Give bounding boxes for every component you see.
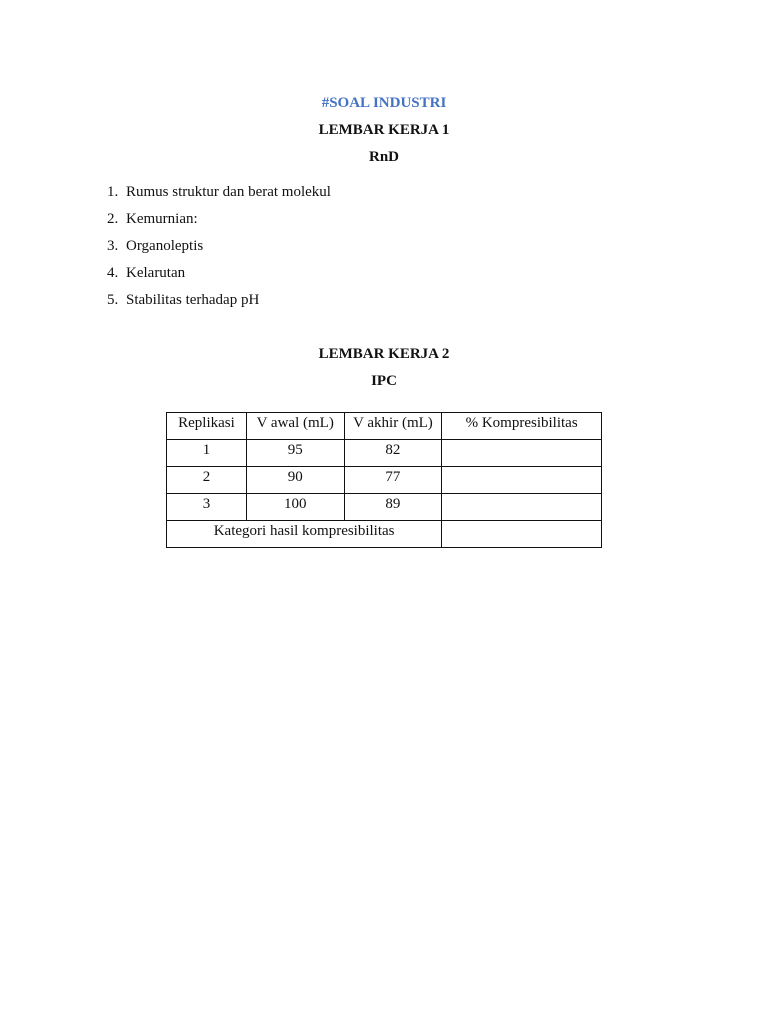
list-item [107, 210, 331, 237]
document-tag: #SOAL INDUSTRI [321, 95, 447, 111]
footer-label: Kategori hasil kompresibilitas [167, 521, 442, 548]
table-row [167, 494, 602, 521]
list-item [107, 264, 331, 291]
list-item [107, 237, 331, 264]
sheet1-subtitle: RnD [368, 149, 399, 165]
list-item-number: 2. [107, 211, 119, 227]
cell-kompresibilitas [442, 440, 602, 467]
cell-replikasi: 2 [167, 467, 247, 494]
cell-v-awal: 95 [246, 440, 344, 467]
table-row [167, 440, 602, 467]
cell-v-akhir: 82 [344, 440, 442, 467]
list-item [107, 291, 331, 318]
header-v-akhir: V akhir (mL) [344, 413, 442, 440]
list-item-text: Rumus struktur dan berat molekul [126, 184, 331, 200]
sheet1-title: LEMBAR KERJA 1 [318, 122, 450, 138]
cell-kompresibilitas [442, 494, 602, 521]
cell-replikasi: 1 [167, 440, 247, 467]
header-kompresibilitas: % Kompresibilitas [442, 413, 602, 440]
cell-kompresibilitas [442, 467, 602, 494]
sheet2-title: LEMBAR KERJA 2 [318, 346, 450, 362]
compressibility-table [166, 412, 602, 548]
list-item-number: 4. [107, 265, 119, 281]
cell-v-akhir: 89 [344, 494, 442, 521]
list-item-number: 1. [107, 184, 119, 200]
header-v-awal: V awal (mL) [246, 413, 344, 440]
list-item-number: 5. [107, 292, 119, 308]
footer-value [442, 521, 602, 548]
cell-v-akhir: 77 [344, 467, 442, 494]
list-item-number: 3. [107, 238, 119, 254]
cell-v-awal: 100 [246, 494, 344, 521]
table-footer-row [167, 521, 602, 548]
list-item-text: Stabilitas terhadap pH [126, 292, 260, 308]
list-item [107, 183, 331, 210]
list-item-text: Organoleptis [126, 238, 204, 254]
table-header-row [167, 413, 602, 440]
list-item-text: Kemurnian: [126, 211, 198, 227]
sheet1-list [107, 183, 331, 318]
sheet2-subtitle: IPC [371, 373, 397, 389]
cell-replikasi: 3 [167, 494, 247, 521]
table-row [167, 467, 602, 494]
header-replikasi: Replikasi [167, 413, 247, 440]
cell-v-awal: 90 [246, 467, 344, 494]
list-item-text: Kelarutan [126, 265, 186, 281]
